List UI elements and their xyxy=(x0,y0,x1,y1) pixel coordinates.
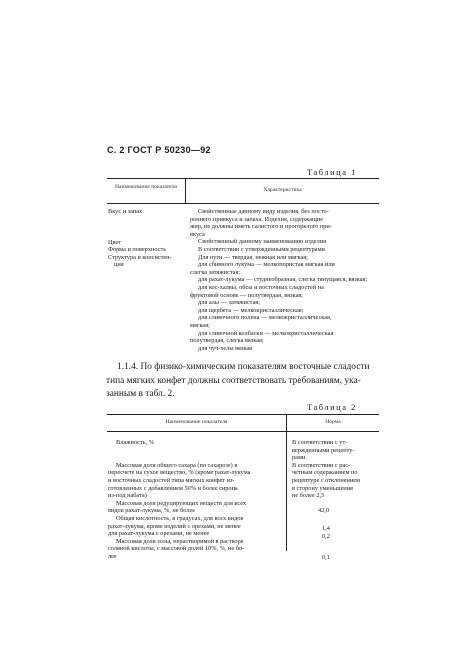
table2-name-line: лее xyxy=(108,552,117,560)
table2-name-line xyxy=(108,454,250,462)
table2-norm-line: рецептуре с отклонением xyxy=(292,476,361,484)
table1-name: ция xyxy=(114,261,124,269)
table2-norm-line: вержденными рецепту- xyxy=(292,446,355,454)
table2-header-rule xyxy=(107,431,379,432)
table2-name-line: видов рахат-лукума, %, не более xyxy=(108,507,196,515)
table2-col-divider xyxy=(286,414,287,551)
paragraph-line: занным в табл. 2. xyxy=(106,389,175,399)
table1-name: Вкус и запах xyxy=(108,208,143,215)
table2-col-header-norm: Норма xyxy=(325,419,341,425)
table2-col-header-name: Наименование показателя xyxy=(165,419,228,425)
table1-char-line: В соответствии с утвержденными рецептурами xyxy=(198,245,325,253)
table1-label: Таблица 1 xyxy=(307,167,357,177)
table2-name-line: соляной кислоты, с массовой долей 10%, %, не бо- xyxy=(108,545,245,553)
table1-char-line: Для нуги — твердая, нежная или мягкая; xyxy=(198,253,308,261)
table1-name: Цвет xyxy=(108,238,122,246)
table2-name-line xyxy=(108,447,250,455)
table2-name-line: для рахат-лукума с орехами, не менее xyxy=(108,530,210,538)
table2-norm-line: в сторону уменьшения xyxy=(292,484,353,492)
table2-norm-line: не более 2,5 xyxy=(292,492,325,500)
table1-col-header-name: Наименование показателя xyxy=(115,184,177,190)
table1-char-line: Свойственный данному наименованию изделия xyxy=(198,238,327,246)
table2-name-line: пересчете на сухое вещество, % (кроме рахат-лукума xyxy=(108,469,251,477)
table2-norm-value: 1,4 xyxy=(322,525,330,532)
table2-label: Таблица 2 xyxy=(307,402,357,412)
table2-name-line: Общая кислотность, в градусах, для всех видов xyxy=(116,514,244,522)
table1-name: Форма и поверхность xyxy=(108,246,167,254)
paragraph-line: типа мягких конфет должны соответствовать требованиям, ука- xyxy=(106,375,361,386)
table2-name-line: и восточных сладостей типа мягких конфет из- xyxy=(108,476,235,484)
table2-norm-line: рами xyxy=(292,454,306,462)
table2-top-rule xyxy=(107,414,379,415)
table1-name: Структура и консистен- xyxy=(108,253,172,261)
table1-char-line: фруктовой основе — полутвердая, вязкая; xyxy=(190,291,303,299)
table1-char-line: Свойственные данному виду изделия, без посто- xyxy=(198,208,329,215)
paragraph-line: 1.1.4. По физико-химическим показателям восточные сладости xyxy=(117,362,370,372)
table2-name-line: Массовая доля золы, нерастворимой в растворе xyxy=(116,537,244,545)
table1-top-rule xyxy=(107,178,379,179)
table1-char-line: для сбивного лукума — мелкопористая мягкая или xyxy=(198,261,335,269)
table1-char-line: полутвердая, слегка вязкая; xyxy=(190,337,264,345)
table1-header-rule xyxy=(107,203,379,204)
table1-char-line: для щербета — мелкокристаллическая; xyxy=(198,306,304,314)
table2-norms xyxy=(292,439,360,500)
table2-name-line: Влажность, % xyxy=(116,439,154,446)
table2-name-line: готовленных с добавлением 50% и более сиропа xyxy=(108,484,238,492)
table1-char-line: слегка затяжистая; xyxy=(190,268,241,276)
table1-char-line: для сливочной колбаски — мелкокристаллическая xyxy=(198,329,334,337)
paragraph-1-1-4 xyxy=(106,361,370,402)
table1-char-line: для алы — затяжистая; xyxy=(198,299,260,307)
table1-char-line: для чуч-хелы вязкая xyxy=(198,344,253,352)
table2-norm-line: четным содержанием по xyxy=(292,469,358,477)
table1-char-line: для кос-халвы, обсы и восточных сладостей на xyxy=(198,283,324,291)
table1-char-line: роннего привкуса и запаха. Изделия, содержащие xyxy=(190,215,324,223)
table2-name-line: Массовая доля редуцирующих веществ для всех xyxy=(116,499,247,507)
table1-char-line: для рахат-лукума — студнеобразная, слегка тянущаяся, вязкая; xyxy=(198,276,368,284)
table1-char-line: мягкая; xyxy=(190,321,210,329)
table2-names xyxy=(108,439,250,561)
table1-names xyxy=(108,208,172,269)
table1-col-header-characteristic: Характеристика xyxy=(263,187,302,193)
table2-norm-line: В соответствии с ут- xyxy=(292,439,348,446)
table2-norm-line: В соответствии с рас- xyxy=(292,461,351,469)
table2-name-line: рахат-лукума, кроме изделий с орехами, не менее xyxy=(108,522,241,530)
table1-characteristics xyxy=(190,208,367,352)
page-header: С. 2 ГОСТ Р 50230—92 xyxy=(107,145,211,155)
table1-char-line: для сливочного полена — мелкокристаллическая, xyxy=(198,314,332,322)
table2-norm-value: 42,0 xyxy=(318,507,330,514)
table1-char-line: вкуса xyxy=(190,230,205,238)
table2-norm-value: 0,1 xyxy=(322,554,330,561)
table2-norm-value: 0,2 xyxy=(322,533,330,540)
table2-name-line: из-под набата) xyxy=(108,492,147,500)
table1-char-line: жир, не должны иметь салистого и прогорклого при- xyxy=(190,223,332,231)
table2-name-line: Массовая доля общего сахара (по сахарозе) в xyxy=(116,461,238,469)
